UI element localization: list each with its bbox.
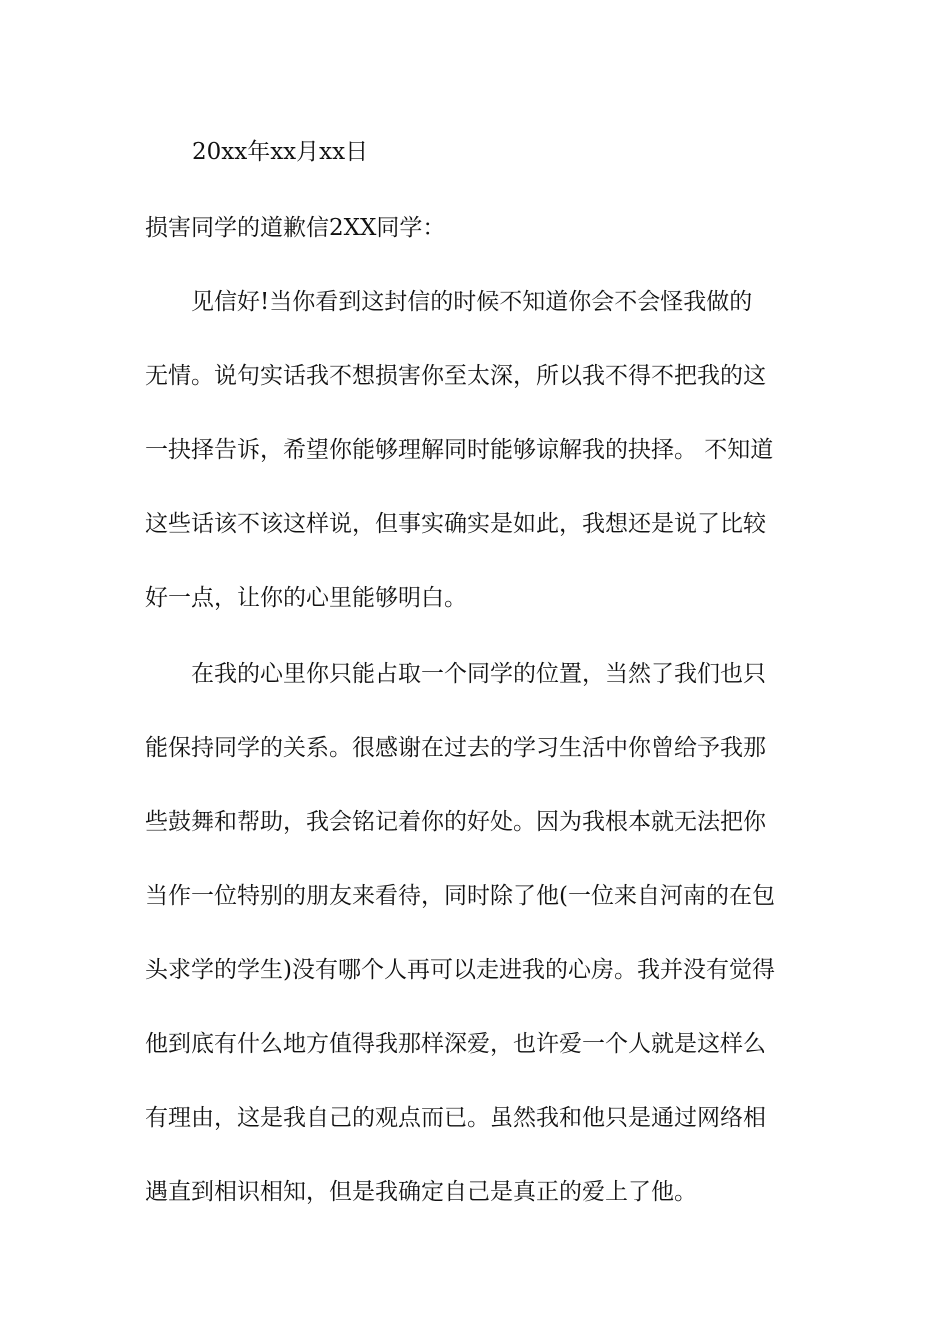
body-line: 好一点，让你的心里能够明白。 xyxy=(145,585,467,611)
letter-date: 20xx年xx月xx日 xyxy=(192,139,369,165)
body-line: 他到底有什么地方值得我那样深爱，也许爱一个人就是这样么 xyxy=(145,1031,766,1057)
body-line: 见信好!当你看到这封信的时候不知道你会不会怪我做的 xyxy=(145,289,753,315)
letter-heading: 损害同学的道歉信2XX同学： xyxy=(145,215,446,241)
body-line: 这些话该不该这样说，但事实确实是如此，我想还是说了比较 xyxy=(145,511,766,537)
body-line: 一抉择告诉，希望你能够理解同时能够谅解我的抉择。 不知道 xyxy=(145,437,774,463)
body-line: 能保持同学的关系。很感谢在过去的学习生活中你曾给予我那 xyxy=(145,735,766,761)
body-line: 有理由，这是我自己的观点而已。虽然我和他只是通过网络相 xyxy=(145,1105,766,1131)
body-line: 些鼓舞和帮助，我会铭记着你的好处。因为我根本就无法把你 xyxy=(145,809,766,835)
body-line: 遇直到相识相知，但是我确定自己是真正的爱上了他。 xyxy=(145,1179,697,1205)
body-line: 头求学的学生)没有哪个人再可以走进我的心房。我并没有觉得 xyxy=(145,957,775,983)
body-line: 在我的心里你只能占取一个同学的位置，当然了我们也只 xyxy=(145,661,766,687)
body-line: 无情。说句实话我不想损害你至太深，所以我不得不把我的这 xyxy=(145,363,766,389)
body-line: 当作一位特别的朋友来看待，同时除了他(一位来自河南的在包 xyxy=(145,883,775,909)
